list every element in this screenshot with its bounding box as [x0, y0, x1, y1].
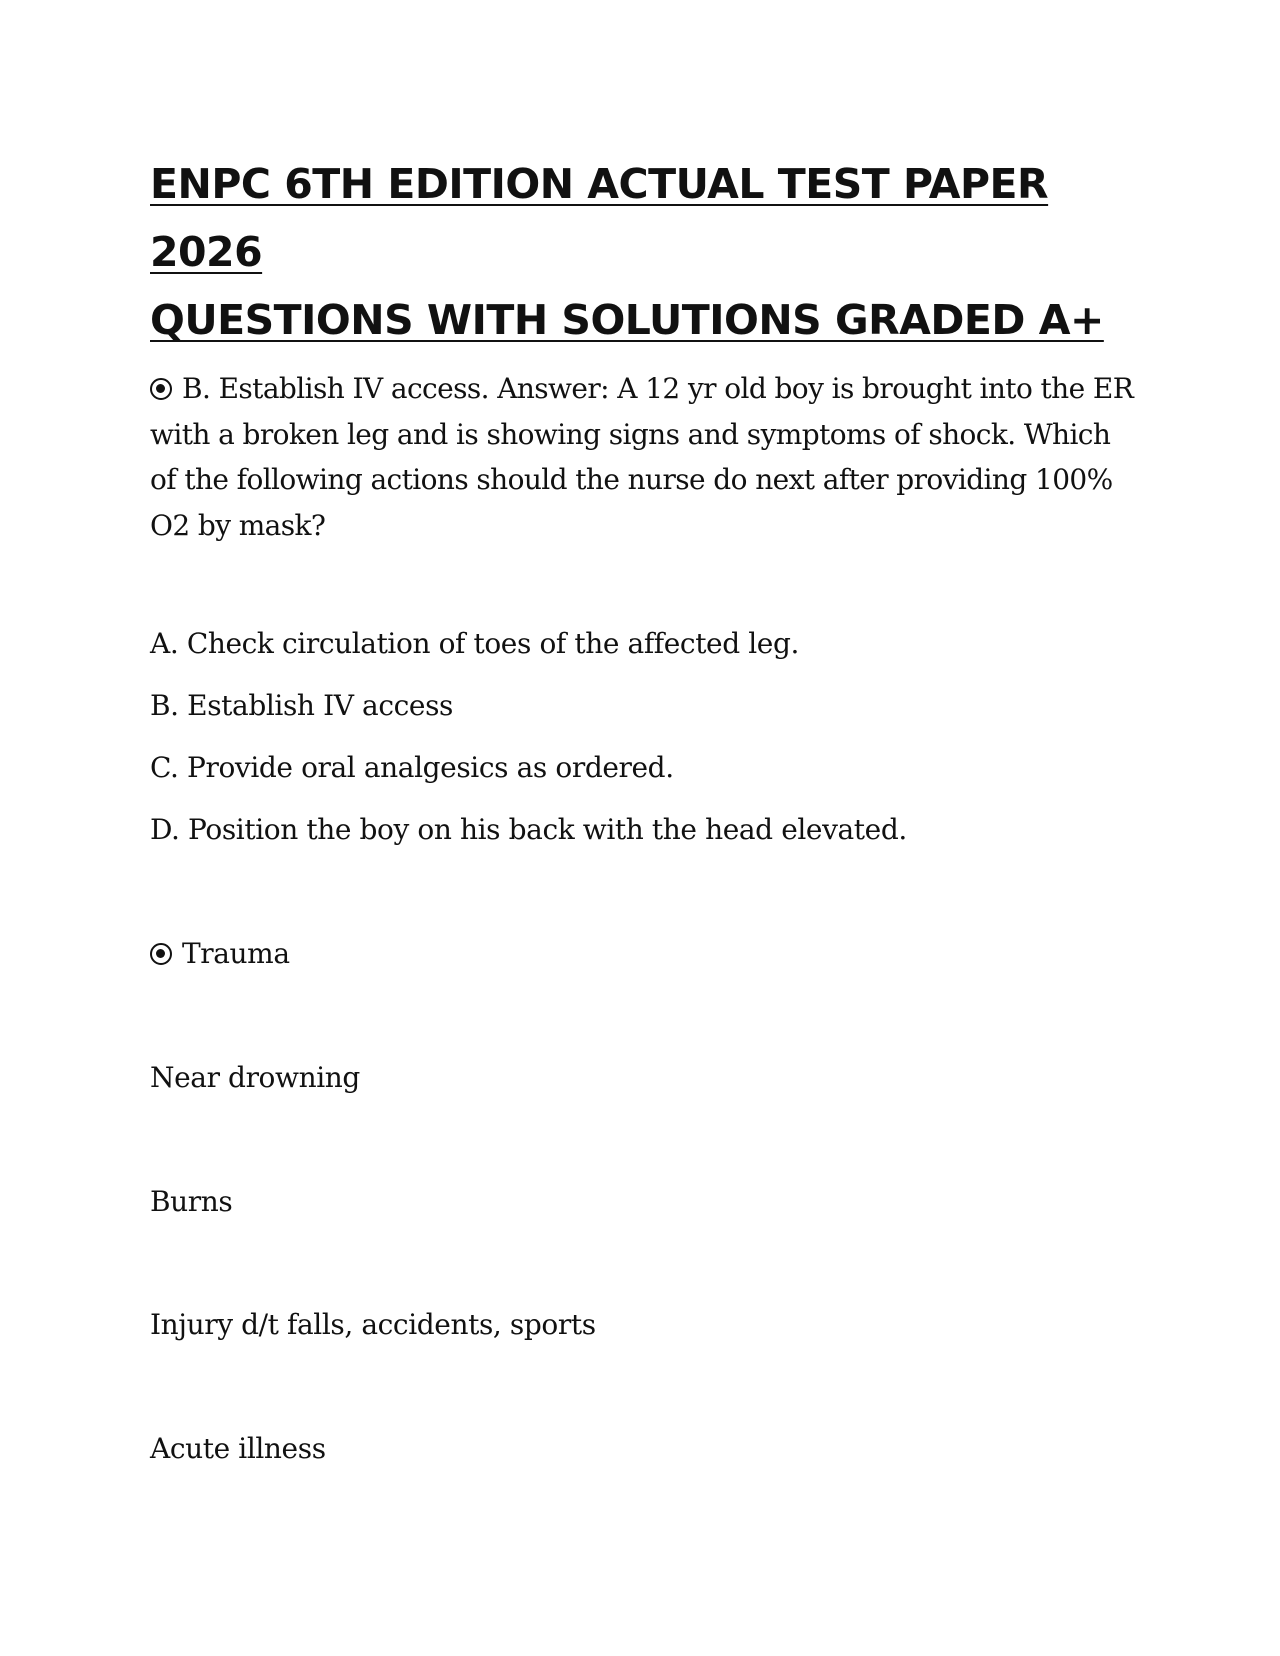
trauma-item-injury: Injury d/t falls, accidents, sports [150, 1308, 596, 1341]
question-block [150, 366, 1140, 548]
option-c: C. Provide oral analgesics as ordered. [150, 751, 674, 784]
option-d: D. Position the boy on his back with the head elevated. [150, 813, 907, 846]
title-line-2: QUESTIONS WITH SOLUTIONS GRADED A+ [150, 296, 1104, 344]
trauma-item-burns: Burns [150, 1185, 233, 1218]
trauma-item-acute-illness: Acute illness [150, 1432, 326, 1465]
trauma-heading-text: Trauma [182, 937, 290, 970]
document-title [150, 150, 1150, 354]
radio-bullet-icon [150, 943, 172, 965]
option-a: A. Check circulation of toes of the affected leg. [150, 627, 799, 660]
trauma-item-near-drowning: Near drowning [150, 1061, 360, 1094]
title-line-1: ENPC 6TH EDITION ACTUAL TEST PAPER 2026 [150, 160, 1049, 276]
option-b: B. Establish IV access [150, 689, 454, 722]
trauma-heading [150, 934, 1150, 974]
question-text: B. Establish IV access. Answer: A 12 yr old boy is brought into the ER with a broken leg and is showing signs and symptoms of shock. Which of the following actions should the nurse do next after providing 100% O2 by mask? [150, 372, 1134, 542]
radio-bullet-icon [150, 378, 172, 400]
